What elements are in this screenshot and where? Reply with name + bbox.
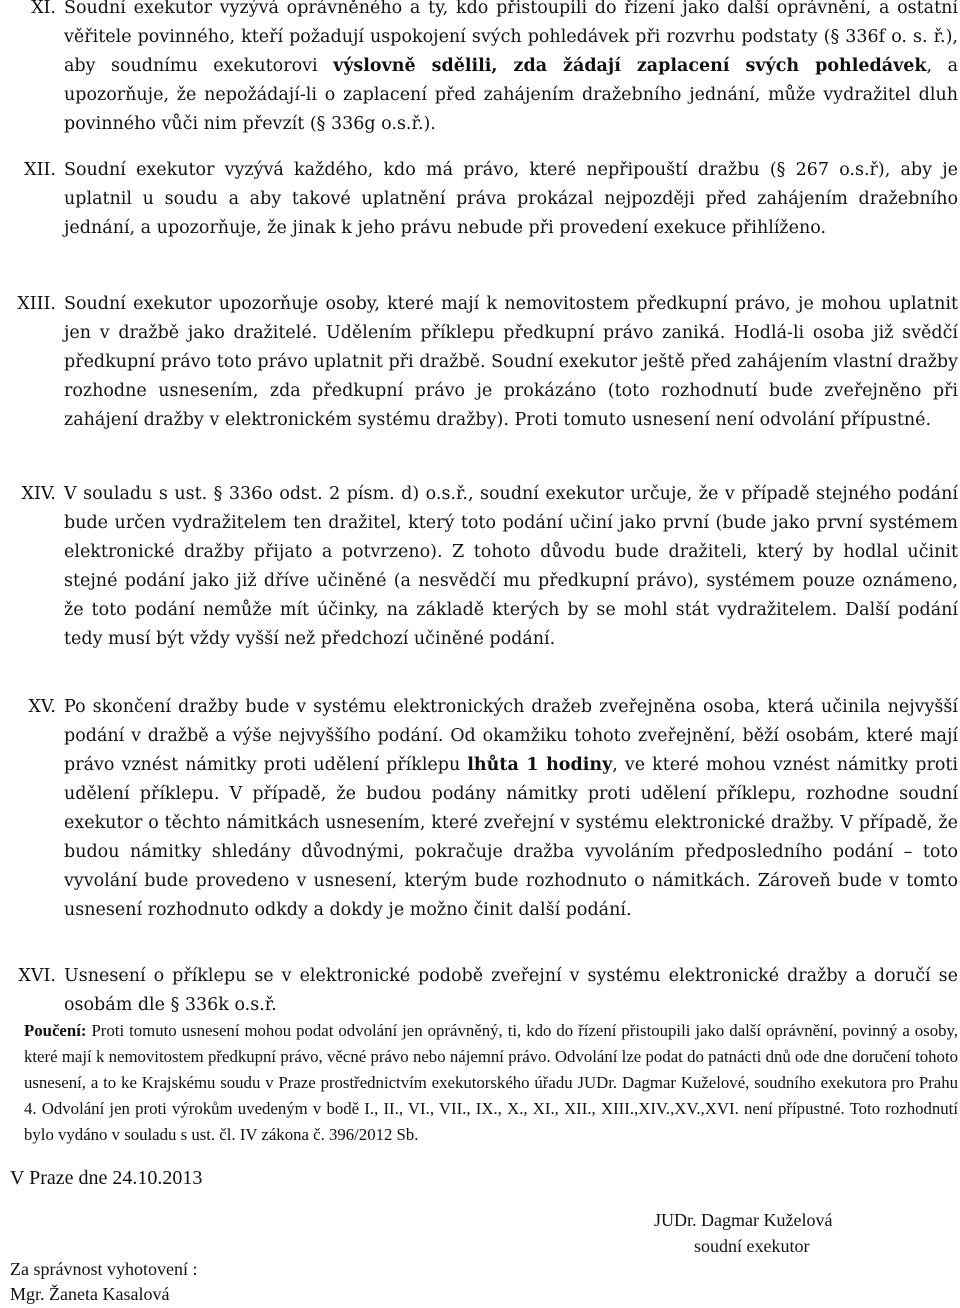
section-number: XII. xyxy=(24,160,56,180)
legal-notice-label: Poučení: xyxy=(24,1021,87,1040)
bold-phrase: lhůta 1 hodiny xyxy=(467,755,613,775)
section-number: XI. xyxy=(31,0,56,18)
section-text: Po skončení dražby bude v systému elektronických dražeb zveřejněna osoba, která učinila nejvyšší podání v dražbě a výše nejvyššího podání. Od okamžiku tohoto zveřejnění, běží osobám, které mají právo vznést námitky proti udělení příklepu lhůta 1 hodiny, ve které mohou vznést námitky proti udělení příklepu. V případě, že budou podány námitky proti udělení příklepu, rozhodne soudní exekutor o těchto námitkách usnesením, které zveřejní v systému elektronické dražby. V případě, že budou námitky shledány důvodnými, pokračuje dražba vyvoláním předposledního podání – toto vyvolání bude provedeno v usnesení, kterým bude rozhodnuto o námitkách. Zároveň bude v tomto usnesení rozhodnuto odkdy a dokdy je možno činit další podání. xyxy=(64,697,958,920)
correctness-name: Mgr. Žaneta Kasalová xyxy=(10,1284,170,1304)
section-text: Soudní exekutor vyzývá oprávněného a ty, kdo přistoupili do řízení jako další oprávnění, a ostatní věřitele povinného, kteří požadují uspokojení svých pohledávek při rozvrhu podstaty (§ 336f o. s. ř.), aby soudnímu exekutorovi výslovně sdělili, zda žádají zaplacení svých pohledávek, a upozorňuje, že nepožádají-li o zaplacení před zahájením dražebního jednání, může vydražitel dluh povinného vůči nim převzít (§ 336g o.s.ř.). xyxy=(64,0,958,134)
bold-phrase: výslovně sdělili, zda žádají zaplacení svých pohledávek xyxy=(333,56,927,76)
signatory-role: soudní exekutor xyxy=(694,1236,810,1256)
section-number: XV. xyxy=(28,697,56,717)
legal-notice xyxy=(24,1018,958,1148)
section-text: Usnesení o příklepu se v elektronické podobě zveřejní v systému elektronické dražby a doručí se osobám dle § 336k o.s.ř. xyxy=(64,966,958,1015)
section-number: XIV. xyxy=(21,484,56,504)
section-text: Soudní exekutor upozorňuje osoby, které mají k nemovitostem předkupní právo, je mohou uplatnit jen v dražbě jako dražitelé. Udělením příklepu předkupní právo zaniká. Hodlá-li osoba již svědčí předkupní právo toto právo uplatnit při dražbě. Soudní exekutor ještě před zahájením vlastní dražby rozhodne usnesením, zda předkupní právo je prokázáno (toto rozhodnutí bude zveřejněno při zahájení dražby v elektronickém systému dražby). Proti tomuto usnesení není odvolání přípustné. xyxy=(64,294,958,430)
signatory-name: JUDr. Dagmar Kuželová xyxy=(654,1210,833,1230)
section-number: XVI. xyxy=(18,966,56,986)
section-text: Soudní exekutor vyzývá každého, kdo má právo, které nepřipouští dražbu (§ 267 o.s.ř), aby je uplatnil u soudu a aby takové uplatnění práva prokázal nejpozději před zahájením dražebního jednání, a upozorňuje, že jinak k jeho právu nebude při provedení exekuce přihlíženo. xyxy=(64,160,958,238)
correctness-label: Za správnost vyhotovení : xyxy=(10,1259,198,1279)
section-number: XIII. xyxy=(17,294,56,314)
legal-notice-text: Proti tomuto usnesení mohou podat odvolání jen oprávněný, ti, kdo do řízení přistoupili jako další oprávnění, povinný a osoby, které mají k nemovitostem předkupní právo, věcné právo nebo nájemní právo. Odvolání lze podat do patnácti dnů ode dne doručení tohoto usnesení, a to ke Krajskému soudu v Praze prostřednictvím exekutorského úřadu JUDr. Dagmar Kuželové, soudního exekutora pro Prahu 4. Odvolání jen proti výrokům uvedeným v bodě I., II., VI., VII., IX., X., XI., XII., XIII.,XIV.,XV.,XVI. není přípustné. Toto rozhodnutí bylo vydáno v souladu s ust. čl. IV zákona č. 396/2012 Sb. xyxy=(24,1021,958,1144)
section-text: V souladu s ust. § 336o odst. 2 písm. d) o.s.ř., soudní exekutor určuje, že v případě stejného podání bude určen vydražitelem ten dražitel, který toto podání učiní jako první (bude jako první systémem elektronické dražby přijato a potvrzeno). Z tohoto důvodu bude dražiteli, který by hodlal učinit stejné podání jako již dříve učiněné (a nesvědčí mu předkupní právo), systémem pouze oznámeno, že toto podání nemůže mít účinky, na základě kterých by se mohl stát vydražitelem. Další podání tedy musí být vždy vyšší než předchozí učiněné podání. xyxy=(64,484,958,649)
issue-date: V Praze dne 24.10.2013 xyxy=(10,1167,203,1189)
